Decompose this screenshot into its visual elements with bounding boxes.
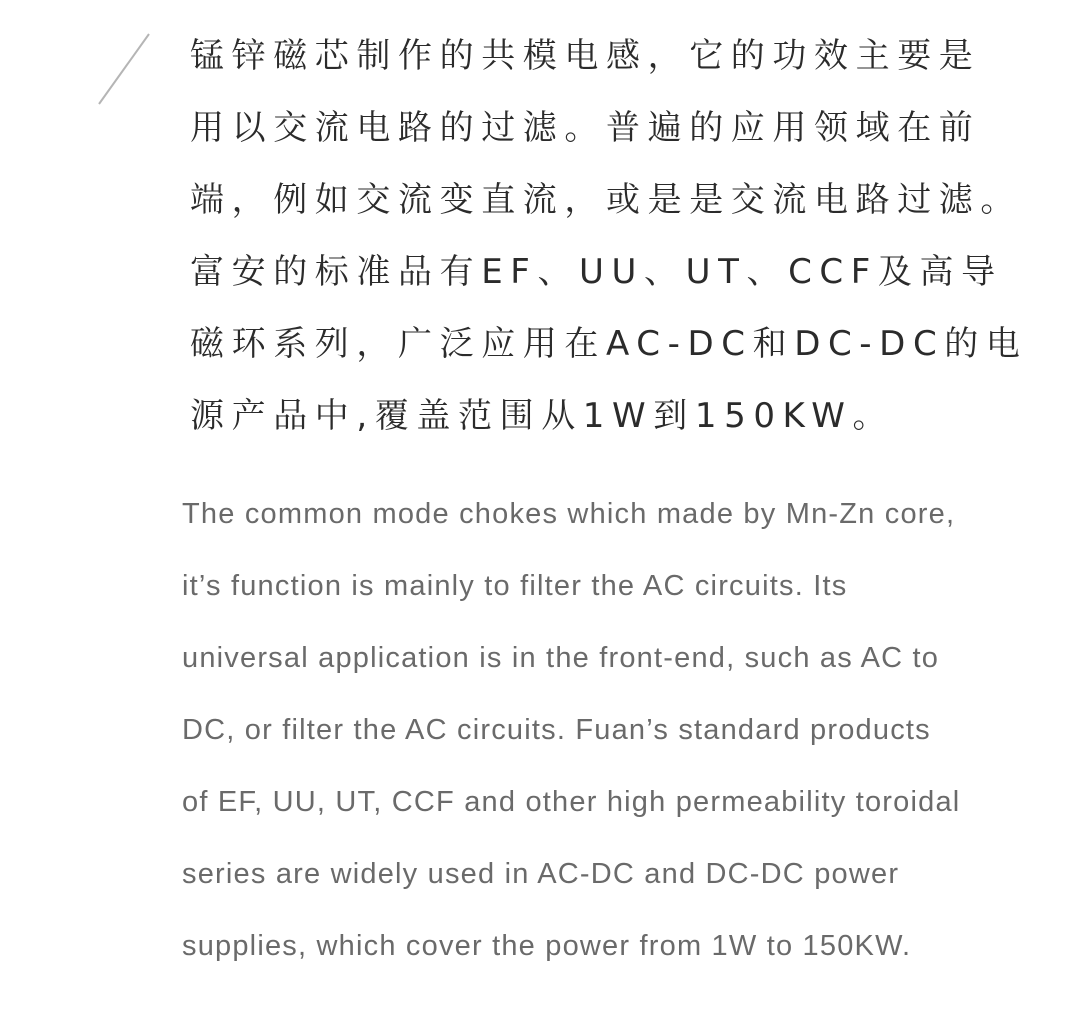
english-line: of EF, UU, UT, CCF and other high permeability toroidal [182, 786, 961, 818]
english-line: The common mode chokes which made by Mn-Zn core, [182, 498, 956, 530]
chinese-line: 磁环系列，广泛应用在AC-DC和DC-DC的电 [190, 324, 1028, 364]
english-line: universal application is in the front-end, such as AC to [182, 642, 940, 674]
chinese-paragraph [190, 20, 1070, 452]
english-line: DC, or filter the AC circuits. Fuan’s standard products [182, 714, 931, 746]
chinese-line: 锰锌磁芯制作的共模电感，它的功效主要是 [190, 36, 981, 76]
english-line: series are widely used in AC-DC and DC-DC power [182, 858, 900, 890]
english-line: supplies, which cover the power from 1W to 150KW. [182, 930, 912, 962]
chinese-line: 源产品中,覆盖范围从1W到150KW。 [190, 396, 895, 436]
english-paragraph [182, 478, 1062, 982]
decorative-slash-line [96, 32, 152, 106]
english-line: it’s function is mainly to filter the AC circuits. Its [182, 570, 848, 602]
chinese-line: 富安的标准品有EF、UU、UT、CCF及高导 [190, 252, 1003, 292]
chinese-line: 端，例如交流变直流，或是是交流电路过滤。 [190, 180, 1022, 220]
chinese-line: 用以交流电路的过滤。普遍的应用领域在前 [190, 108, 981, 148]
